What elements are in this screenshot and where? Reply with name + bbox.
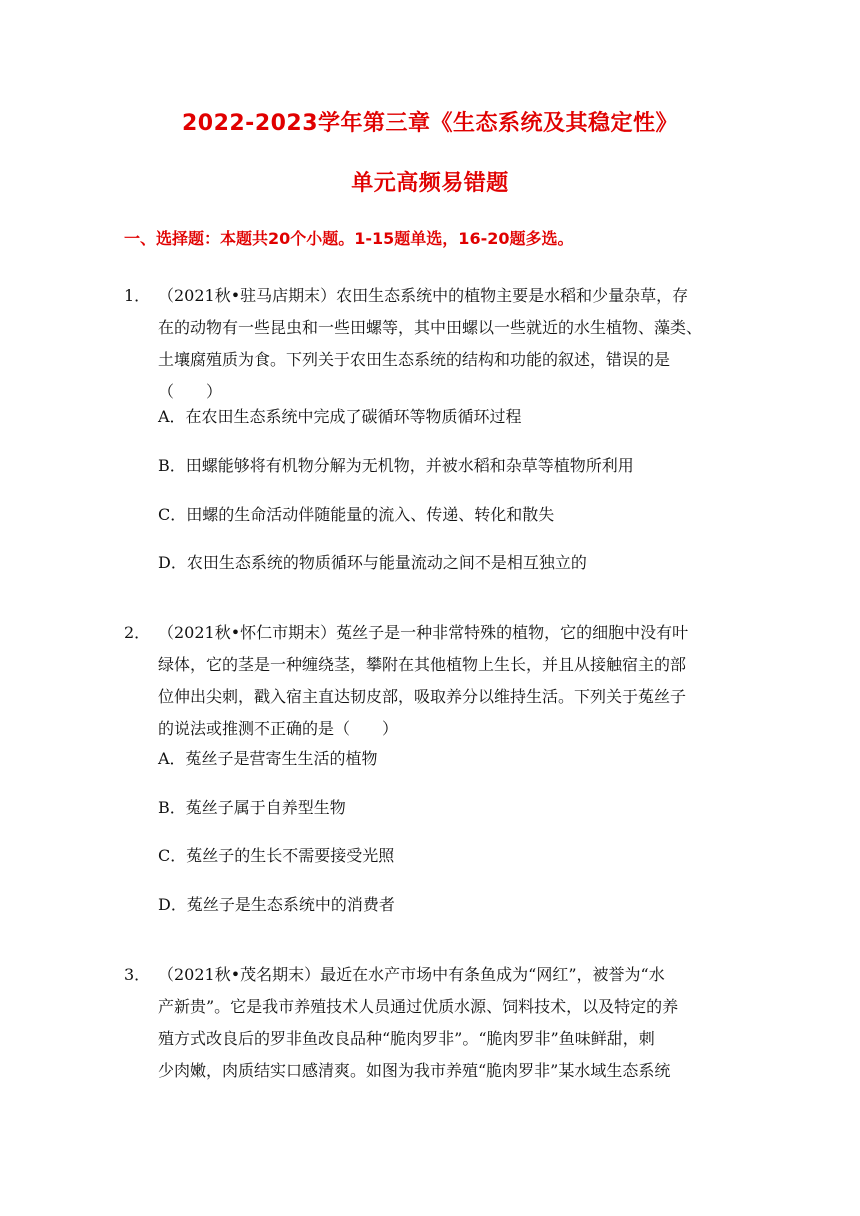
option-d: D．菟丝子是生态系统中的消费者: [158, 895, 395, 914]
question-line: 土壤腐殖质为食。下列关于农田生态系统的结构和功能的叙述，错误的是: [158, 350, 671, 369]
question-line: 少肉嫩，肉质结实口感清爽。如图为我市养殖“脆肉罗非”某水域生态系统: [158, 1061, 671, 1080]
question-3-stem: [124, 959, 744, 1087]
question-line: 殖方式改良后的罗非鱼改良品种“脆肉罗非”。“脆肉罗非”鱼味鲜甜，刺: [158, 1029, 655, 1048]
option-a: A．在农田生态系统中完成了碳循环等物质循环过程: [158, 407, 522, 426]
option-c: C．田螺的生命活动伴随能量的流入、传递、转化和散失: [158, 505, 555, 524]
option-d: D．农田生态系统的物质循环与能量流动之间不是相互独立的: [158, 553, 587, 572]
option-b: B．田螺能够将有机物分解为无机物，并被水稻和杂草等植物所利用: [158, 456, 634, 475]
document-subtitle: 单元高频易错题: [351, 171, 509, 196]
option-a: A．菟丝子是营寄生生活的植物: [158, 749, 378, 768]
question-line: 位伸出尖刺，戳入宿主直达韧皮部，吸取养分以维持生活。下列关于菟丝子: [158, 687, 687, 706]
question-line: 3． （2021秋•茂名期末）最近在水产市场中有条鱼成为“网红”，被誉为“水: [124, 959, 744, 991]
question-line: （ ）: [158, 382, 223, 401]
question-line: 绿体，它的茎是一种缠绕茎，攀附在其他植物上生长，并且从接触宿主的部: [158, 655, 687, 674]
question-1-stem: [124, 280, 744, 408]
question-number: 3．: [124, 965, 151, 984]
question-line: 在的动物有一些昆虫和一些田螺等，其中田螺以一些就近的水生植物、藻类、: [158, 318, 703, 337]
document-title: 2022-2023学年第三章《生态系统及其稳定性》: [181, 111, 679, 136]
option-b: B．菟丝子属于自养型生物: [158, 798, 346, 817]
question-line: 2． （2021秋•怀仁市期末）菟丝子是一种非常特殊的植物，它的细胞中没有叶: [124, 617, 744, 649]
question-line: 产新贵”。它是我市养殖技术人员通过优质水源、饲料技术，以及特定的养: [158, 997, 679, 1016]
question-line: 1． （2021秋•驻马店期末）农田生态系统中的植物主要是水稻和少量杂草，存: [124, 280, 744, 312]
section-heading: 一、选择题：本题共20个小题。1-15题单选，16-20题多选。: [124, 229, 574, 248]
question-2-stem: [124, 617, 744, 745]
question-number: 2．: [124, 623, 151, 642]
question-number: 1．: [124, 286, 151, 305]
question-line: 的说法或推测不正确的是（ ）: [158, 719, 399, 738]
option-c: C．菟丝子的生长不需要接受光照: [158, 846, 395, 865]
